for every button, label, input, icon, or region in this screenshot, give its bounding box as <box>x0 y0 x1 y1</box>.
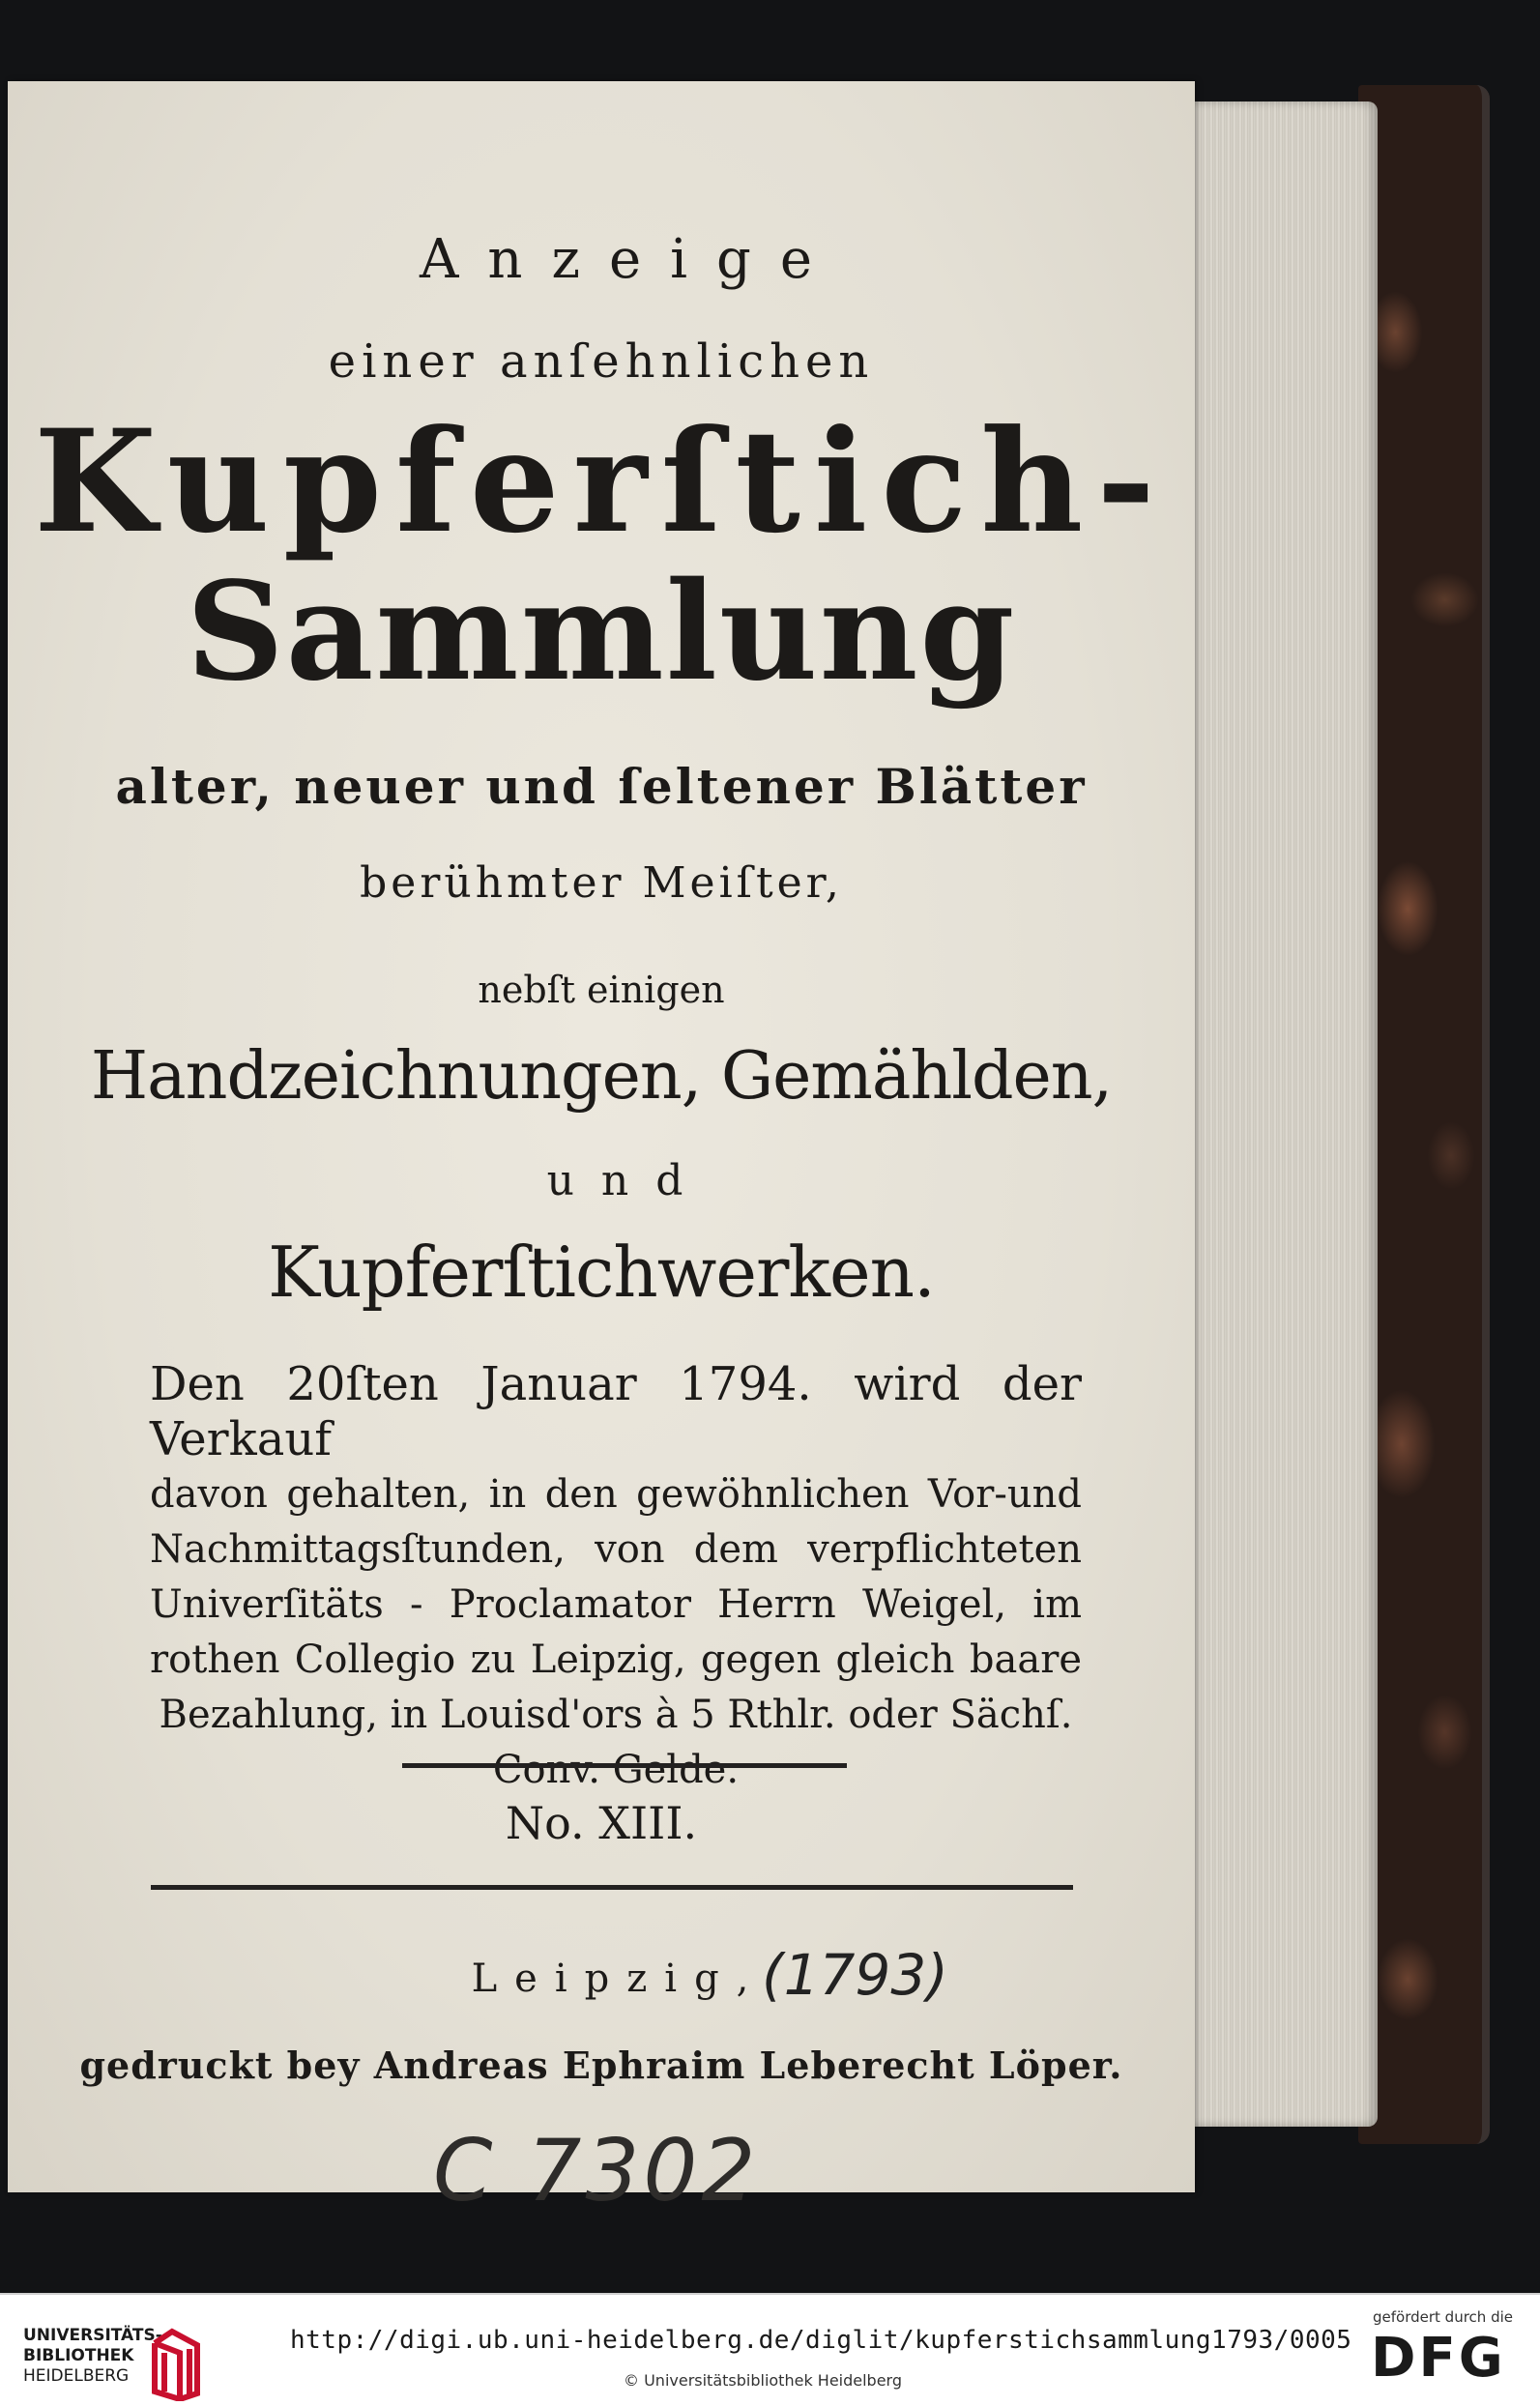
permalink-url[interactable]: http://digi.ub.uni-heidelberg.de/diglit/kupferstichsammlung1793/0005 <box>290 2326 1352 2355</box>
imprint-place: Leipzig, <box>471 1957 767 2001</box>
marbled-book-cover <box>1358 85 1490 2144</box>
title-page <box>8 81 1195 2220</box>
subtitle-handzeichnungen: Handzeichnungen, Gemählden, <box>90 1038 1113 1115</box>
title-kupferstich: Kupferſtich- <box>34 399 1169 565</box>
title-anzeige: Anzeige <box>419 228 842 291</box>
sale-notice-line: davon gehalten, in den gewöhnlichen Vor-und <box>150 1472 1082 1517</box>
copyright-notice: © Universitätsbibliothek Heidelberg <box>624 2371 903 2390</box>
dfg-caption: gefördert durch die <box>1373 2308 1513 2326</box>
divider-long <box>151 1885 1073 1890</box>
dfg-logo: DFG <box>1371 2327 1506 2390</box>
handwritten-shelfmark: C 7302 <box>433 2121 760 2220</box>
subtitle-kupferstichwerken: Kupferſtichwerken. <box>268 1232 935 1313</box>
catalogue-number: No. XIII. <box>505 1797 698 1849</box>
library-logo-text <box>23 2326 162 2387</box>
sale-notice-line: Univerſitäts - Proclamator Herrn Weigel, im <box>150 1582 1082 1627</box>
sale-notice-line: Conv. Gelde. <box>492 1748 740 1792</box>
title-einer: einer anſehnlichen <box>328 334 875 389</box>
imprint-printer: gedruckt bey Andreas Ephraim Leberecht Löper. <box>79 2044 1123 2087</box>
title-sammlung: Sammlung <box>186 553 1017 711</box>
subtitle-nebst: nebſt einigen <box>478 969 725 1011</box>
subtitle-alter: alter, neuer und ſeltener Blätter <box>115 758 1088 815</box>
divider-short <box>402 1763 847 1768</box>
handwritten-year: (1793) <box>762 1942 948 2008</box>
library-logo-icon <box>147 2324 215 2401</box>
library-name-line1: UNIVERSITÄTS- <box>23 2326 162 2345</box>
page-edges <box>1184 101 1378 2127</box>
library-name-line2: BIBLIOTHEK <box>23 2346 134 2365</box>
footer-bar <box>0 2293 1540 2406</box>
sale-notice <box>150 1357 1082 1798</box>
library-name-line3: HEIDELBERG <box>23 2366 130 2386</box>
sale-notice-line: Den 20ſten Januar 1794. wird der Verkauf <box>150 1357 1082 1466</box>
subtitle-beruehmter: berühmter Meiſter, <box>360 858 843 908</box>
sale-notice-line: Bezahlung, in Louisd'ors à 5 Rthlr. oder Sächſ. <box>159 1693 1073 1737</box>
sale-notice-line: rothen Collegio zu Leipzig, gegen gleich baare <box>150 1638 1082 1682</box>
sale-notice-line: Nachmittagsſtunden, von dem verpflichteten <box>150 1527 1082 1572</box>
subtitle-und: und <box>546 1156 711 1205</box>
